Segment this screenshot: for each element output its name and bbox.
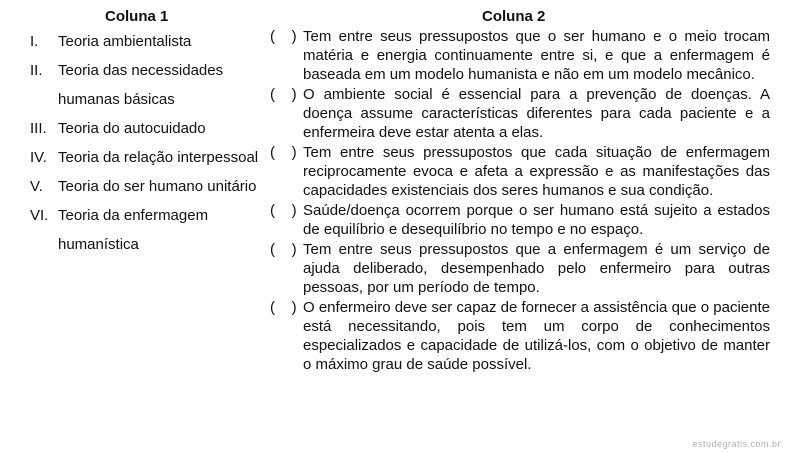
list-item — [270, 201, 770, 239]
item-text: O enfermeiro deve ser capaz de fornecer a assistência que o paciente está necessitando, pois tem um corpo de conhecimentos especializados e capacidade de utilizá-los, com o objetivo de manter o máximo grau de saúde possível. — [303, 299, 770, 373]
column-1-list — [30, 27, 270, 259]
list-item — [270, 27, 770, 84]
item-text: Teoria da relação interpessoal — [58, 149, 259, 166]
item-text: Saúde/doença ocorrem porque o ser humano está sujeito a estados de equilíbrio e desequilíbrio no tempo e no espaço. — [303, 202, 770, 238]
item-number: IV. — [30, 149, 47, 166]
list-item — [270, 143, 770, 200]
item-number: I. — [30, 33, 39, 50]
item-text: Teoria ambientalista — [58, 33, 192, 50]
item-text: Tem entre seus pressupostos que a enfermagem é um serviço de ajuda deliberado, desempenhado pelo enfermeiro para outras pessoas, por um período de tempo. — [303, 241, 770, 296]
item-number: VI. — [30, 207, 49, 224]
list-item — [30, 27, 270, 56]
item-number: V. — [30, 178, 43, 195]
list-item — [270, 85, 770, 142]
answer-blank: ( ) — [270, 299, 297, 316]
column-1-header: Coluna 1 — [105, 8, 169, 25]
item-text: Tem entre seus pressupostos que o ser humano e o meio trocam matéria e energia continuamente entre si, e que a enfermagem é baseada em um modelo humanista e não em um modelo mecânico. — [303, 28, 770, 83]
answer-blank: ( ) — [270, 86, 297, 103]
answer-blank: ( ) — [270, 28, 297, 45]
item-text: Teoria do ser humano unitário — [58, 178, 257, 195]
answer-blank: ( ) — [270, 202, 297, 219]
watermark: estudegratis.com.br — [692, 439, 781, 449]
item-number: II. — [30, 62, 43, 79]
list-item — [270, 298, 770, 374]
list-item — [30, 201, 270, 259]
column-2-header: Coluna 2 — [482, 8, 546, 25]
list-item — [30, 143, 270, 172]
answer-blank: ( ) — [270, 241, 297, 258]
column-2-list — [270, 27, 770, 375]
item-text: Tem entre seus pressupostos que cada situação de enfermagem reciprocamente evoca e afeta a expressão e as manifestações das capacidades existenciais dos seres humanos e sua condição. — [303, 144, 770, 199]
list-item — [30, 56, 270, 114]
item-text: Teoria do autocuidado — [58, 120, 206, 137]
list-item — [270, 240, 770, 297]
list-item — [30, 114, 270, 143]
item-text: Teoria das necessidades humanas básicas — [58, 62, 224, 108]
answer-blank: ( ) — [270, 144, 297, 161]
item-text: Teoria da enfermagem humanística — [58, 207, 209, 253]
list-item — [30, 172, 270, 201]
item-text: O ambiente social é essencial para a prevenção de doenças. A doença assume características diferentes para cada paciente e a enfermeira deve estar atenta a elas. — [303, 86, 770, 141]
item-number: III. — [30, 120, 47, 137]
